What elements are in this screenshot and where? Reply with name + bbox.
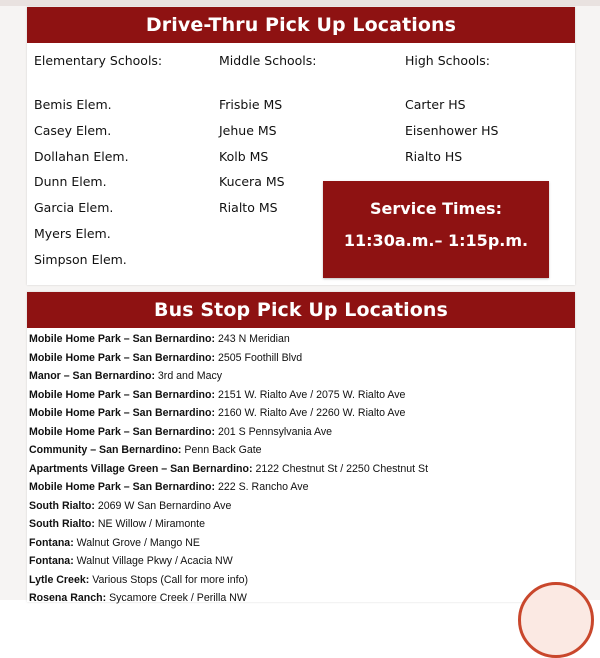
bus-stop-item xyxy=(29,480,428,499)
stop-address: 2151 W. Rialto Ave / 2075 W. Rialto Ave xyxy=(215,388,406,401)
middle-list xyxy=(219,95,317,224)
middle-column xyxy=(219,51,317,224)
bus-stop-item xyxy=(29,462,428,481)
stop-address: 2069 W San Bernardino Ave xyxy=(94,499,232,512)
stop-address: 2505 Foothill Blvd xyxy=(215,351,303,364)
bus-stop-item xyxy=(29,425,428,444)
stop-address: NE Willow / Miramonte xyxy=(94,518,205,530)
stop-name: Community – San Bernardino: xyxy=(29,444,182,456)
high-school: Eisenhower HS xyxy=(405,122,499,138)
stop-name: Fontana: xyxy=(29,536,74,549)
stop-address: Various Stops (Call for more info) xyxy=(89,573,249,586)
stop-address: 201 S Pennsylvania Ave xyxy=(215,425,333,438)
elementary-list xyxy=(34,95,162,276)
bus-stop-item xyxy=(29,499,428,518)
bus-stop-item xyxy=(29,369,428,388)
bus-stop-item xyxy=(29,406,428,425)
elementary-school: Garcia Elem. xyxy=(34,200,114,216)
stop-name: Rosena Ranch: xyxy=(29,592,107,604)
stop-address: 2122 Chestnut St / 2250 Chestnut St xyxy=(252,462,429,475)
stop-address: Sycamore Creek / Perilla NW xyxy=(106,592,247,604)
stop-name: Fontana: xyxy=(29,555,74,567)
bus-stop-item xyxy=(29,332,428,351)
stop-address: 222 S. Rancho Ave xyxy=(215,481,309,493)
bus-stop-item xyxy=(29,351,428,370)
middle-school: Frisbie MS xyxy=(219,97,283,112)
high-school: Rialto HS xyxy=(405,148,463,164)
stop-name: Mobile Home Park – San Bernardino: xyxy=(29,388,216,401)
stop-name: Mobile Home Park – San Bernardino: xyxy=(29,333,216,345)
stop-address: Walnut Grove / Mango NE xyxy=(73,536,200,549)
elementary-school: Myers Elem. xyxy=(34,225,111,241)
stop-name: South Rialto: xyxy=(29,518,95,530)
middle-school: Rialto MS xyxy=(219,200,278,216)
elementary-column xyxy=(34,51,162,276)
service-times-title: Service Times: xyxy=(370,199,502,218)
stop-address: Walnut Village Pkwy / Acacia NW xyxy=(73,555,233,567)
elementary-heading: Elementary Schools: xyxy=(34,53,163,68)
bus-stop-item xyxy=(29,443,428,462)
bus-stop-title: Bus Stop Pick Up Locations xyxy=(27,292,575,328)
middle-school: Kucera MS xyxy=(219,174,285,190)
middle-school: Kolb MS xyxy=(219,148,269,164)
stop-name: Mobile Home Park – San Bernardino: xyxy=(29,425,216,438)
elementary-school: Bemis Elem. xyxy=(34,97,112,112)
bus-stop-panel xyxy=(27,292,575,602)
bus-stop-item xyxy=(29,591,428,610)
stop-address: Penn Back Gate xyxy=(181,444,262,456)
stop-name: Lytle Creek: xyxy=(29,573,90,586)
service-times-hours: 11:30a.m.– 1:15p.m. xyxy=(343,231,529,250)
stop-name: Mobile Home Park – San Bernardino: xyxy=(29,481,216,493)
bus-stop-item xyxy=(29,536,428,555)
elementary-school: Simpson Elem. xyxy=(34,251,127,267)
bus-stop-item xyxy=(29,554,428,573)
high-school: Carter HS xyxy=(405,97,466,112)
bus-stop-list xyxy=(29,332,428,610)
elementary-school: Casey Elem. xyxy=(34,122,112,138)
high-column xyxy=(405,51,498,172)
stop-name: Apartments Village Green – San Bernardino: xyxy=(29,462,253,475)
high-list xyxy=(405,95,498,172)
drive-thru-panel xyxy=(27,7,575,285)
bus-stop-item xyxy=(29,388,428,407)
stop-name: Manor – San Bernardino: xyxy=(29,370,155,382)
bus-stop-item xyxy=(29,517,428,536)
elementary-school: Dollahan Elem. xyxy=(34,148,129,164)
bus-stop-item xyxy=(29,573,428,592)
stop-name: South Rialto: xyxy=(29,499,95,512)
stop-name: Mobile Home Park – San Bernardino: xyxy=(29,407,216,419)
top-strip xyxy=(0,0,600,6)
middle-heading: Middle Schools: xyxy=(219,53,317,68)
high-heading: High Schools: xyxy=(405,53,490,68)
stop-name: Mobile Home Park – San Bernardino: xyxy=(29,351,216,364)
drive-thru-title: Drive-Thru Pick Up Locations xyxy=(27,7,575,43)
middle-school: Jehue MS xyxy=(219,122,277,138)
corner-logo xyxy=(518,582,594,658)
stop-address: 3rd and Macy xyxy=(154,370,223,382)
service-times-box xyxy=(323,181,549,278)
stop-address: 243 N Meridian xyxy=(215,333,290,345)
stop-address: 2160 W. Rialto Ave / 2260 W. Rialto Ave xyxy=(215,407,406,419)
elementary-school: Dunn Elem. xyxy=(34,174,107,190)
